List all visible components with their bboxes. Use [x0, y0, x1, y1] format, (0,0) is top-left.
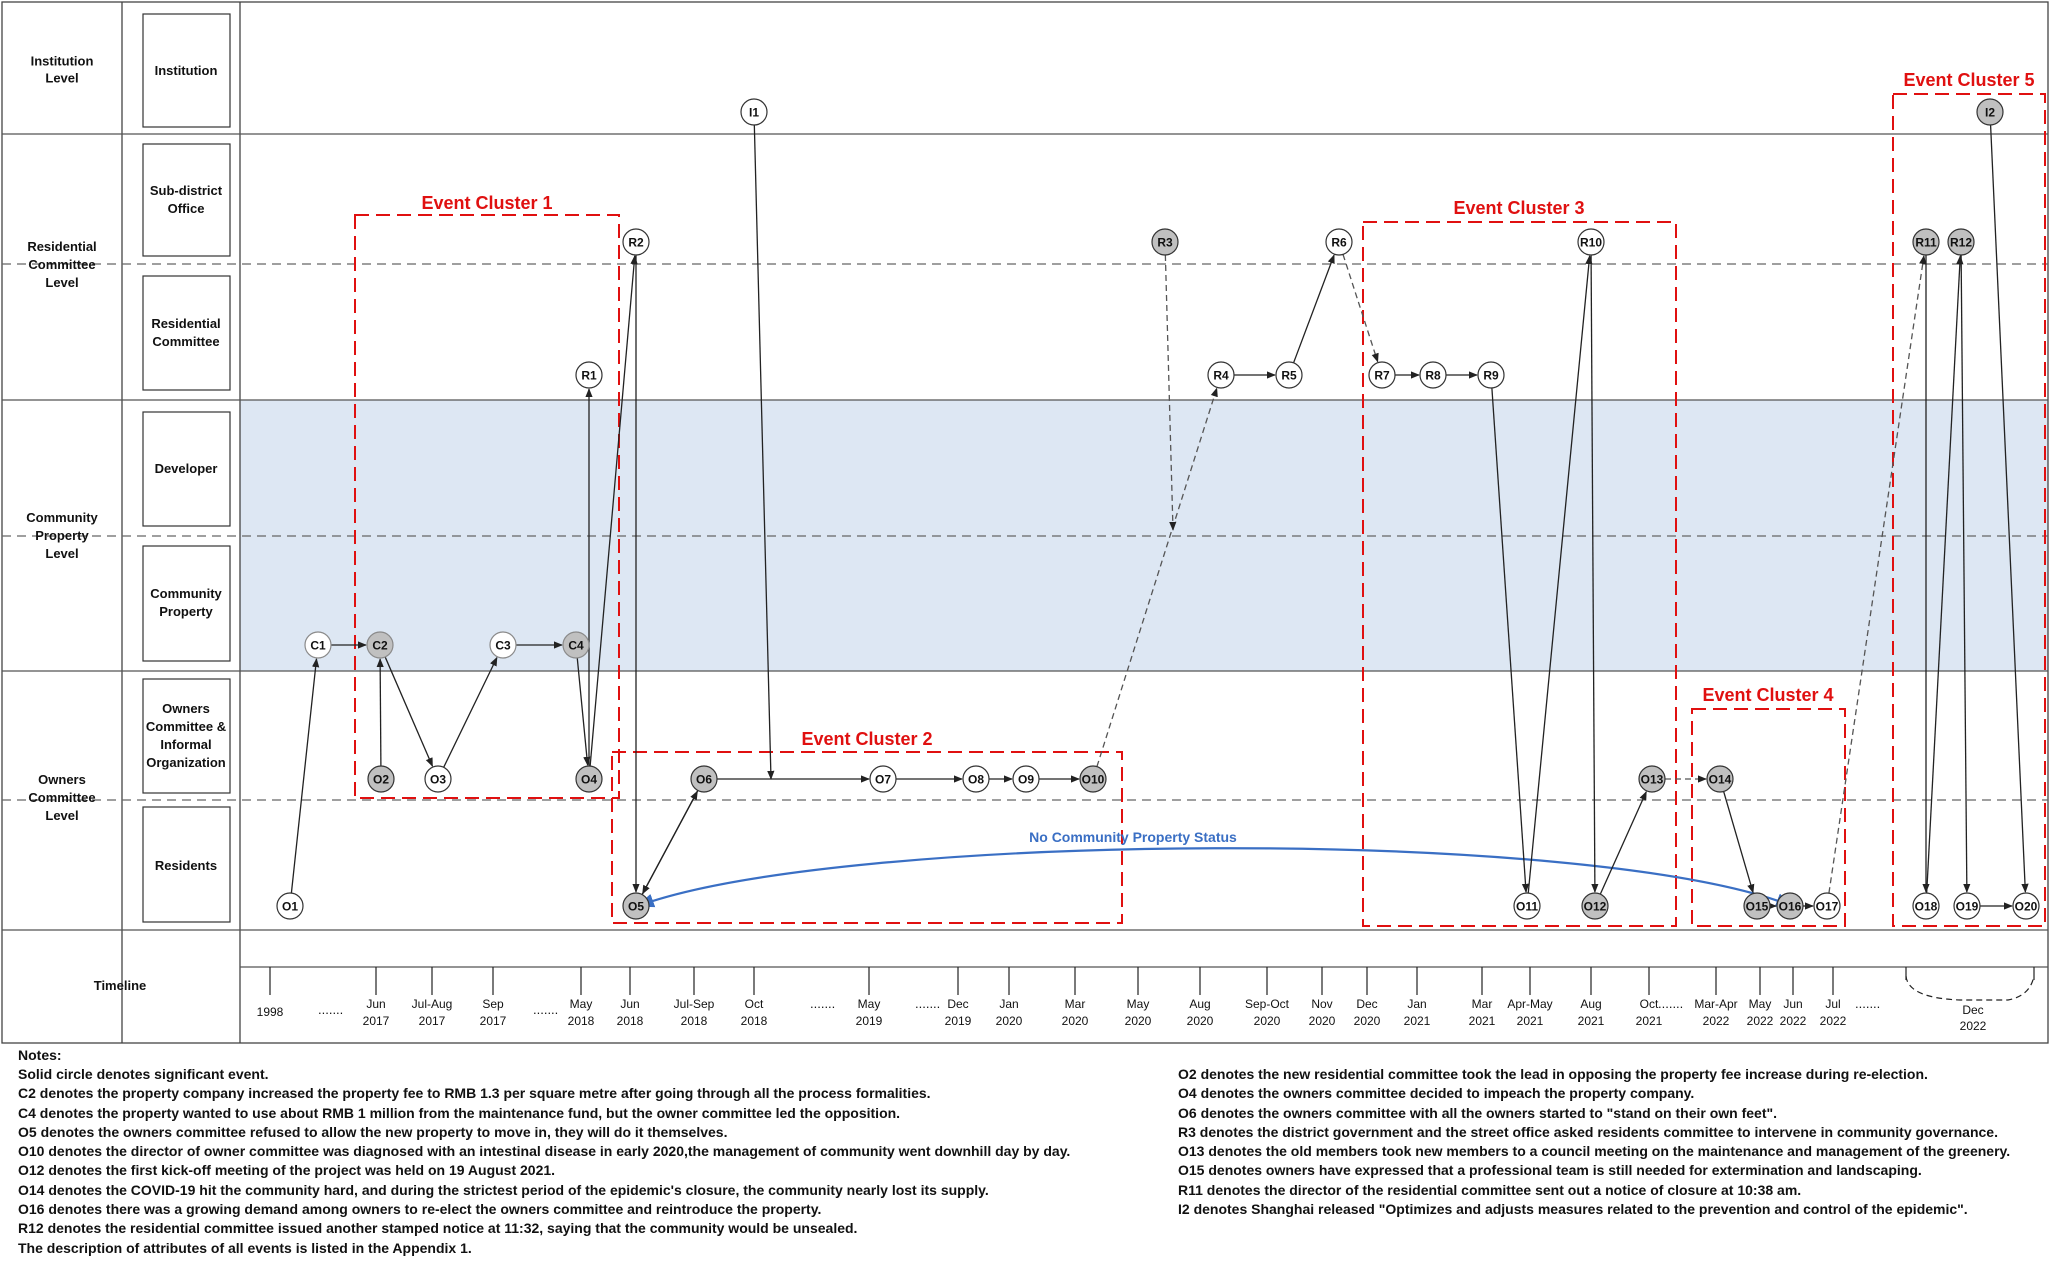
- event-node-label: I1: [748, 105, 760, 120]
- svg-text:.......: .......: [1855, 996, 1881, 1011]
- svg-text:.......: .......: [810, 996, 836, 1011]
- note-line: R3 denotes the district government and the street office asked residents committee to intervene in community governance.: [1178, 1123, 1998, 1140]
- event-node-c4: [563, 632, 589, 658]
- event-node-o1: [277, 893, 303, 919]
- event-node-o20: [2013, 893, 2039, 919]
- timeline-tick: [1245, 967, 1290, 1028]
- svg-text:May: May: [1748, 997, 1772, 1011]
- event-node-label: O1: [281, 899, 299, 914]
- note-line: The description of attributes of all events is listed in the Appendix 1.: [18, 1239, 472, 1256]
- event-node-label: O13: [1640, 772, 1664, 787]
- edge-o14-o15: [1724, 791, 1753, 892]
- event-node-label: R10: [1579, 235, 1603, 250]
- event-node-o19: [1954, 893, 1980, 919]
- svg-text:2022: 2022: [1779, 1014, 1807, 1028]
- svg-text:May: May: [857, 997, 881, 1011]
- cluster-label-1: Event Cluster 1: [421, 193, 553, 213]
- event-node-label: O14: [1708, 772, 1732, 787]
- event-node-r3: [1152, 229, 1178, 255]
- note-line: O13 denotes the old members took new members to a council meeting on the maintenance and management of the greenery.: [1178, 1143, 2011, 1160]
- event-node-label: O4: [580, 772, 598, 787]
- timeline-tick: [1694, 967, 1737, 1028]
- svg-text:2018: 2018: [567, 1014, 595, 1028]
- event-node-o16: [1777, 893, 1803, 919]
- sublevel-subdistrict: Sub-district Office: [149, 183, 223, 216]
- timeline-tick: [1309, 967, 1336, 1028]
- svg-text:2019: 2019: [944, 1014, 972, 1028]
- level-community: Community Property Level: [26, 510, 98, 561]
- svg-text:2021: 2021: [1403, 1014, 1431, 1028]
- event-node-c1: [305, 632, 331, 658]
- event-node-label: R1: [581, 368, 597, 383]
- event-node-o12: [1582, 893, 1608, 919]
- svg-text:.......: .......: [318, 1002, 344, 1017]
- event-node-label: O16: [1778, 899, 1802, 914]
- event-node-label: I2: [1984, 105, 1996, 120]
- event-node-o11: [1514, 893, 1540, 919]
- level-owners: Owners Committee Level: [28, 772, 96, 823]
- svg-text:Mar-Apr: Mar-Apr: [1694, 997, 1738, 1011]
- event-node-r12: [1948, 229, 1974, 255]
- sublevel-developer: Developer: [154, 461, 218, 476]
- svg-text:Aug: Aug: [1580, 997, 1602, 1011]
- svg-text:2020: 2020: [1308, 1014, 1336, 1028]
- cluster-label-2: Event Cluster 2: [801, 729, 933, 749]
- svg-text:Oct: Oct: [744, 997, 764, 1011]
- svg-text:2022: 2022: [1746, 1014, 1774, 1028]
- event-node-o4: [576, 766, 602, 792]
- edge-c2-o3: [385, 657, 432, 766]
- sublevel-community-property: Community Property: [150, 586, 222, 619]
- event-node-r5: [1276, 362, 1302, 388]
- svg-text:Apr-May: Apr-May: [1507, 997, 1553, 1011]
- note-line: O10 denotes the director of owner committee was diagnosed with an intestinal disease in early 2020,the management of community went downhill day by day.: [18, 1143, 1071, 1160]
- notes-left-column: [18, 1065, 1070, 1258]
- svg-text:Jul: Jul: [1825, 997, 1841, 1011]
- svg-text:2020: 2020: [1061, 1014, 1089, 1028]
- svg-text:2021: 2021: [1468, 1014, 1496, 1028]
- svg-text:2018: 2018: [740, 1014, 768, 1028]
- note-line: O15 denotes owners have expressed that a professional team is still needed for extermination and landscaping.: [1178, 1162, 1922, 1179]
- note-line: O6 denotes the owners committee with all the owners started to "stand on their own feet".: [1178, 1104, 1778, 1121]
- event-node-label: O6: [695, 772, 713, 787]
- note-line: O2 denotes the new residential committee took the lead in opposing the property fee increase during re-election.: [1178, 1066, 1928, 1082]
- timeline-tick: [1578, 967, 1605, 1028]
- event-node-r9: [1478, 362, 1504, 388]
- timeline-tick: [363, 967, 390, 1028]
- timeline-tick: [1404, 967, 1431, 1028]
- timeline-tick: [1747, 967, 1774, 1028]
- timeline-tick: [741, 967, 768, 1028]
- svg-text:2020: 2020: [1253, 1014, 1281, 1028]
- edge-r6-r7: [1343, 254, 1378, 361]
- event-node-label: O8: [967, 772, 985, 787]
- note-line: O12 denotes the first kick-off meeting of the project was held on 19 August 2021.: [18, 1162, 556, 1179]
- event-node-r7: [1369, 362, 1395, 388]
- event-node-o15: [1744, 893, 1770, 919]
- note-line: O16 denotes there was a growing demand among owners to re-elect the owners committee and reintroduce the property.: [18, 1201, 822, 1218]
- event-node-label: O20: [2014, 899, 2038, 914]
- note-line: I2 denotes Shanghai released "Optimizes and adjusts measures related to the prevention and control of the epidemic".: [1178, 1201, 1968, 1218]
- event-node-label: C3: [495, 638, 511, 653]
- notes-title: Notes:: [18, 1047, 62, 1063]
- event-node-c2: [367, 632, 393, 658]
- event-node-c3: [490, 632, 516, 658]
- event-node-o14: [1707, 766, 1733, 792]
- event-node-o18: [1913, 893, 1939, 919]
- svg-text:Dec: Dec: [947, 997, 969, 1011]
- event-node-label: O18: [1914, 899, 1938, 914]
- event-node-r4: [1208, 362, 1234, 388]
- svg-text:2017: 2017: [418, 1014, 446, 1028]
- event-node-o17: [1814, 893, 1840, 919]
- cluster-label-4: Event Cluster 4: [1702, 685, 1834, 705]
- timeline-tick: [257, 967, 284, 1019]
- event-node-o9: [1013, 766, 1039, 792]
- timeline-tick: [945, 967, 972, 1028]
- svg-text:Jan: Jan: [999, 997, 1019, 1011]
- note-line: R12 denotes the residential committee issued another stamped notice at 11:32, saying that the community would be unsealed.: [18, 1220, 858, 1237]
- svg-text:Oct: Oct: [1639, 997, 1659, 1011]
- edge-o2-c2: [380, 659, 381, 766]
- timeline-tick: [1780, 967, 1807, 1028]
- note-line: C4 denotes the property wanted to use about RMB 1 million from the maintenance fund, but the owner committee led the opposition.: [18, 1104, 901, 1121]
- edge-o6-o5: [643, 790, 698, 893]
- note-line: Solid circle denotes significant event.: [18, 1066, 269, 1082]
- edge-o1-c1: [291, 659, 316, 893]
- sublevel-residential-committee: Residential Committee: [151, 316, 221, 349]
- svg-text:Jun: Jun: [1783, 997, 1803, 1011]
- svg-text:Nov: Nov: [1311, 997, 1333, 1011]
- event-node-label: C4: [568, 638, 584, 653]
- event-node-label: R9: [1483, 368, 1499, 383]
- event-node-label: O15: [1745, 899, 1769, 914]
- level-institution: Institution Level: [30, 53, 94, 86]
- event-node-label: O3: [429, 772, 447, 787]
- note-line: R11 denotes the director of the residential committee sent out a notice of closure at 10:38 am.: [1178, 1181, 1802, 1198]
- svg-text:Jun: Jun: [366, 997, 386, 1011]
- svg-text:Dec: Dec: [1962, 1003, 1984, 1017]
- event-node-label: O12: [1583, 899, 1607, 914]
- svg-text:2021: 2021: [1635, 1014, 1663, 1028]
- event-node-label: O5: [627, 899, 645, 914]
- level-residential: Residential Committee Level: [27, 239, 97, 290]
- event-node-label: C2: [372, 638, 388, 653]
- event-node-r2: [623, 229, 649, 255]
- svg-text:2022: 2022: [1959, 1019, 1987, 1033]
- event-node-r6: [1326, 229, 1352, 255]
- note-line: C2 denotes the property company increased the property fee to RMB 1.3 per square metre after going through all the process formalities.: [18, 1085, 931, 1102]
- event-node-o8: [963, 766, 989, 792]
- event-node-r1: [576, 362, 602, 388]
- svg-text:Sep: Sep: [482, 997, 504, 1011]
- event-node-label: R12: [1949, 235, 1973, 250]
- svg-text:2019: 2019: [855, 1014, 883, 1028]
- sublevel-institution: Institution: [154, 63, 218, 78]
- event-node-o5: [623, 893, 649, 919]
- note-line: O5 denotes the owners committee refused to allow the new property to move in, they will do it themselves.: [18, 1123, 728, 1140]
- event-node-label: C1: [310, 638, 326, 653]
- timeline-tick: [1469, 967, 1496, 1028]
- event-node-label: O2: [372, 772, 390, 787]
- notes-right-column: [1178, 1065, 2010, 1219]
- timeline-tick: [1507, 967, 1552, 1028]
- event-node-r10: [1578, 229, 1604, 255]
- svg-text:2018: 2018: [616, 1014, 644, 1028]
- svg-text:Dec: Dec: [1356, 997, 1378, 1011]
- svg-text:.......: .......: [915, 996, 941, 1011]
- event-node-label: R8: [1425, 368, 1441, 383]
- svg-text:Jul-Sep: Jul-Sep: [673, 997, 715, 1011]
- timeline-tick: [1125, 967, 1152, 1028]
- timeline-tick: [480, 967, 507, 1028]
- event-node-o10: [1080, 766, 1106, 792]
- event-node-r11: [1913, 229, 1939, 255]
- sublevel-owners-committee: Owners Committee & Informal Organization: [145, 701, 227, 770]
- svg-text:.......: .......: [1658, 996, 1684, 1011]
- event-node-label: O11: [1515, 899, 1539, 914]
- timeline-tick: [1820, 967, 1847, 1028]
- level-timeline: Timeline: [93, 978, 147, 993]
- svg-text:1998: 1998: [256, 1005, 284, 1019]
- svg-text:2021: 2021: [1516, 1014, 1544, 1028]
- cluster-label-3: Event Cluster 3: [1453, 198, 1585, 218]
- svg-text:2020: 2020: [1353, 1014, 1381, 1028]
- svg-text:Mar: Mar: [1471, 997, 1493, 1011]
- event-node-label: O9: [1017, 772, 1035, 787]
- event-node-label: O17: [1815, 899, 1839, 914]
- event-node-r8: [1420, 362, 1446, 388]
- svg-text:2020: 2020: [1124, 1014, 1152, 1028]
- event-node-o3: [425, 766, 451, 792]
- timeline-tick: [856, 967, 883, 1028]
- note-line: O14 denotes the COVID-19 hit the community hard, and during the strictest period of the epidemic's closure, the community nearly lost its supply.: [18, 1181, 989, 1198]
- svg-text:May: May: [1126, 997, 1150, 1011]
- svg-text:2022: 2022: [1819, 1014, 1847, 1028]
- svg-text:2017: 2017: [479, 1014, 507, 1028]
- timeline-tick: [568, 967, 595, 1028]
- svg-text:2017: 2017: [362, 1014, 390, 1028]
- svg-text:Mar: Mar: [1064, 997, 1086, 1011]
- no-property-status-arc: [638, 848, 1792, 906]
- event-node-i1: [741, 99, 767, 125]
- svg-text:2020: 2020: [995, 1014, 1023, 1028]
- timeline-tick: [1062, 967, 1089, 1028]
- event-node-o6: [691, 766, 717, 792]
- event-node-label: O19: [1955, 899, 1979, 914]
- svg-text:Sep-Oct: Sep-Oct: [1244, 997, 1290, 1011]
- note-line: O4 denotes the owners committee decided to impeach the property company.: [1178, 1085, 1695, 1102]
- event-node-label: R2: [628, 235, 644, 250]
- svg-text:Jun: Jun: [620, 997, 640, 1011]
- svg-text:.......: .......: [533, 1002, 559, 1017]
- svg-text:Jan: Jan: [1407, 997, 1427, 1011]
- svg-text:May: May: [569, 997, 593, 1011]
- sublevel-residents: Residents: [154, 858, 218, 873]
- event-node-label: R4: [1213, 368, 1229, 383]
- event-node-i2: [1977, 99, 2003, 125]
- svg-text:2021: 2021: [1577, 1014, 1605, 1028]
- timeline-tick: [617, 967, 644, 1028]
- edge-c4-o4: [577, 658, 587, 765]
- cluster-label-5: Event Cluster 5: [1903, 70, 2035, 90]
- timeline-tick: [1354, 967, 1381, 1028]
- timeline-tick: [674, 967, 715, 1028]
- edge-o12-o13: [1600, 792, 1646, 894]
- notes-section: [18, 1046, 2038, 1256]
- svg-text:Jul-Aug: Jul-Aug: [411, 997, 453, 1011]
- event-node-label: R3: [1157, 235, 1173, 250]
- event-node-label: R6: [1331, 235, 1347, 250]
- svg-text:2018: 2018: [680, 1014, 708, 1028]
- timeline-tick: [412, 967, 453, 1028]
- arc-label: No Community Property Status: [1029, 829, 1237, 845]
- event-node-label: R11: [1915, 235, 1937, 250]
- svg-text:Aug: Aug: [1189, 997, 1211, 1011]
- svg-text:2022: 2022: [1702, 1014, 1730, 1028]
- timeline-tick: [1960, 1003, 1987, 1033]
- event-node-o7: [870, 766, 896, 792]
- svg-text:2020: 2020: [1186, 1014, 1214, 1028]
- event-node-label: O10: [1081, 772, 1105, 787]
- timeline-tick: [1187, 967, 1214, 1028]
- event-node-o2: [368, 766, 394, 792]
- edge-o3-c3: [444, 658, 497, 768]
- event-node-o13: [1639, 766, 1665, 792]
- timeline-tick: [996, 967, 1023, 1028]
- event-node-label: O7: [874, 772, 892, 787]
- edge-r5-r6: [1294, 255, 1334, 363]
- event-node-label: R5: [1281, 368, 1297, 383]
- event-node-label: R7: [1374, 368, 1390, 383]
